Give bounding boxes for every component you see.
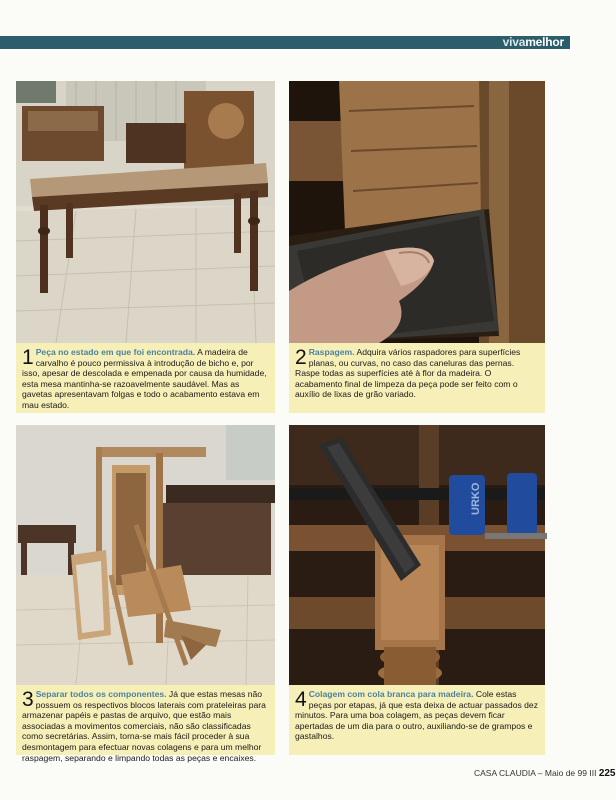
step-1-caption xyxy=(22,347,269,411)
step-1-number: 1 xyxy=(22,346,34,369)
step-4-title: Colagem com cola branca para madeira. xyxy=(308,689,474,699)
step-3-text: Já que estas mesas não possuem os respectivos blocos laterais com prateleiras para armazenar papéis e pastas de arquivo, que estão mais associadas a movimentos comerciais, não são classificadas como secretárias. Assim, torna-se mais fácil proceder à sua desmontagem para efectuar novas colagens e para um melhor raspagem, separando e limpando todas as peças e encaixes. xyxy=(22,689,266,763)
step-4-photo-clamping xyxy=(289,425,545,685)
step-1-text: A madeira de carvalho é pouco permissiva à introdução de bicho e, por isso, apesar de descolada e empenada por causa da humidade, esta mesa mantinha-se razoavelmente saudável. Mas as gavetas apresentavam folgas e todo o acabamento estava em mau estado. xyxy=(22,347,267,410)
step-3-panel xyxy=(16,425,275,763)
page-footer xyxy=(474,768,616,779)
page-number: 225 xyxy=(598,768,616,779)
step-3-caption xyxy=(22,689,269,763)
step-2-text: Adquira vários raspadores para superfícies planas, ou curvas, no caso das caneluras das pernas. Raspe todas as superfícies até à flor da madeira. O acabamento final de limpeza da peça pode ser feito com o auxílio de lixas de grão variado. xyxy=(295,347,521,400)
clamp-brand-label: URKO xyxy=(470,482,482,515)
footer-separator: – xyxy=(537,768,543,778)
step-4-number: 4 xyxy=(295,688,307,711)
step-3-number: 3 xyxy=(22,688,34,711)
footer-magazine: CASA CLAUDIA xyxy=(474,768,536,778)
step-3-title: Separar todos os componentes. xyxy=(35,689,167,699)
step-2-panel xyxy=(289,81,545,413)
step-1-photo-table-before xyxy=(16,81,275,343)
step-2-number: 2 xyxy=(295,346,307,369)
step-4-text: Cole estas peças por etapas, já que esta deixa de actuar passados dez minutos. Para uma boa colagem, as peças devem ficar apertadas de um dia para o outro, auxiliando-se de grampos e gastalhos. xyxy=(295,689,539,742)
step-1-title: Peça no estado em que foi encontrada. xyxy=(35,347,196,357)
footer-issue: Maio de 99 xyxy=(544,768,587,778)
step-2-caption xyxy=(295,347,539,400)
step-4-panel xyxy=(289,425,545,755)
section-brand xyxy=(503,36,564,49)
footer-bars: III xyxy=(589,768,597,778)
step-4-caption xyxy=(295,689,539,742)
brand-part-melhor: melhor xyxy=(525,35,564,49)
step-2-title: Raspagem. xyxy=(308,347,355,357)
step-1-panel xyxy=(16,81,275,413)
section-header-bar xyxy=(0,36,570,49)
step-2-photo-scraping xyxy=(289,81,545,343)
step-3-photo-disassembled xyxy=(16,425,275,685)
brand-part-viva: viva xyxy=(502,35,526,49)
